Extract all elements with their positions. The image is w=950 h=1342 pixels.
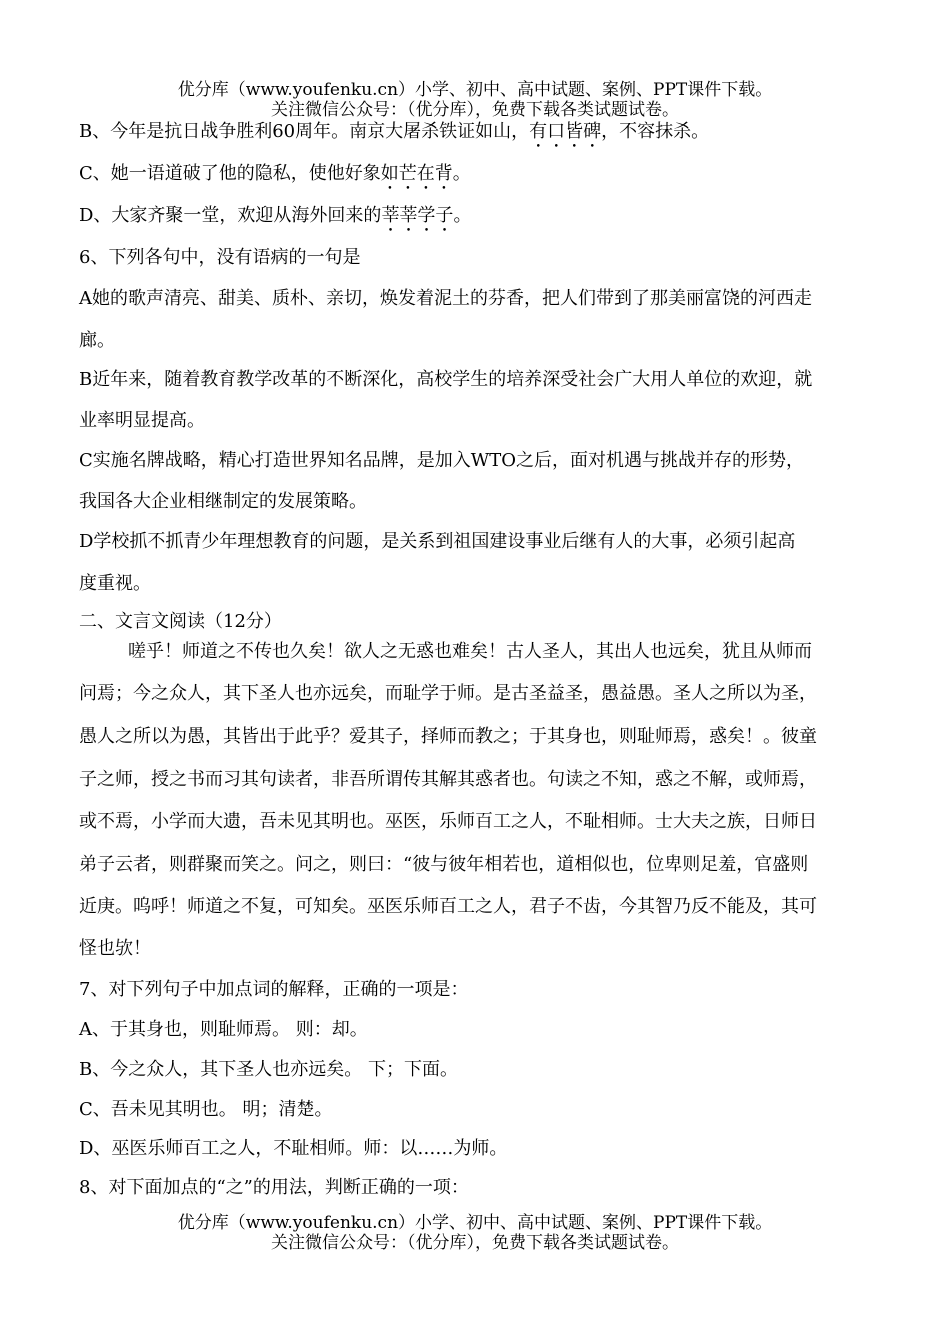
header-line-1: 优分库（www.youfenku.cn）小学、初中、高中试题、案例、PPT课件下载。: [177, 80, 773, 100]
passage-line: 或不焉，小学而大遗，吾未见其明也。巫医，乐师百工之人，不耻相师。士大夫之族，日师日: [79, 811, 817, 832]
q6-option-c-cont: 我国各大企业相继制定的发展策略。: [79, 491, 367, 512]
q5-option-d: D、大家齐聚一堂，欢迎从海外回来的莘莘学子。: [79, 205, 472, 226]
q7-option-b: B、今之众人，其下圣人也亦远矣。 下；下面。: [79, 1059, 458, 1080]
passage-line: 愚人之所以为愚，其皆出于此乎？爱其子，择师而教之；于其身也，则耻师焉，惑矣！。彼童: [79, 726, 817, 747]
q7-option-d: D、巫医乐师百工之人，不耻相师。师：以……为师。: [79, 1138, 508, 1159]
q7-option-c: C、吾未见其明也。 明；清楚。: [79, 1099, 333, 1120]
passage-line: 子之师，授之书而习其句读者，非吾所谓传其解其惑者也。句读之不知，惑之不解，或师焉，: [79, 769, 817, 790]
q7-option-a: A、于其身也，则耻师焉。 则：却。: [79, 1019, 368, 1040]
passage-line: 嗟乎！师道之不传也久矣！欲人之无惑也难矣！古人圣人，其出人也远矣，犹且从师而: [128, 641, 812, 662]
q6-option-c: C实施名牌战略，精心打造世界知名品牌，是加入WTO之后，面对机遇与挑战并存的形势，: [79, 450, 805, 471]
q6-option-a: A她的歌声清亮、甜美、质朴、亲切，焕发着泥土的芬香，把人们带到了那美丽富饶的河西走: [79, 288, 812, 309]
section-2-title: 二、文言文阅读（12分）: [79, 611, 282, 632]
q6-option-b: B近年来，随着教育教学改革的不断深化，高校学生的培养深受社会广大用人单位的欢迎，就: [79, 369, 813, 390]
q6-stem: 6、下列各句中，没有语病的一句是: [79, 247, 361, 268]
passage-line: 弟子云者，则群聚而笑之。问之，则曰：“彼与彼年相若也，道相似也，位卑则足羞，官盛则: [79, 854, 809, 875]
passage-line: 怪也欤！: [79, 938, 151, 959]
footer-line-2: 关注微信公众号：（优分库），免费下载各类试题试卷。: [271, 1233, 679, 1253]
q5-option-b: B、今年是抗日战争胜利60周年。南京大屠杀铁证如山，有口皆碑，不容抹杀。: [79, 121, 710, 142]
q8-stem: 8、对下面加点的“之”的用法，判断正确的一项：: [79, 1177, 469, 1198]
q7-stem: 7、对下列句子中加点词的解释，正确的一项是：: [79, 979, 469, 1000]
q6-option-d: D学校抓不抓青少年理想教育的问题，是关系到祖国建设事业后继有人的大事，必须引起高: [79, 531, 796, 552]
passage-line: 问焉；今之众人，其下圣人也亦远矣，而耻学于师。是古圣益圣，愚益愚。圣人之所以为圣，: [79, 683, 817, 704]
header-line-2: 关注微信公众号：（优分库），免费下载各类试题试卷。: [271, 100, 679, 120]
footer-line-1: 优分库（www.youfenku.cn）小学、初中、高中试题、案例、PPT课件下载。: [177, 1213, 773, 1233]
q6-option-b-cont: 业率明显提高。: [79, 410, 205, 431]
q6-option-d-cont: 度重视。: [79, 573, 151, 594]
q6-option-a-cont: 廊。: [79, 330, 115, 351]
passage-line: 近庚。呜呼！师道之不复，可知矣。巫医乐师百工之人，君子不齿，今其智乃反不能及，其可: [79, 896, 817, 917]
q5-option-c: C、她一语道破了他的隐私，使他好象如芒在背。: [79, 163, 471, 184]
